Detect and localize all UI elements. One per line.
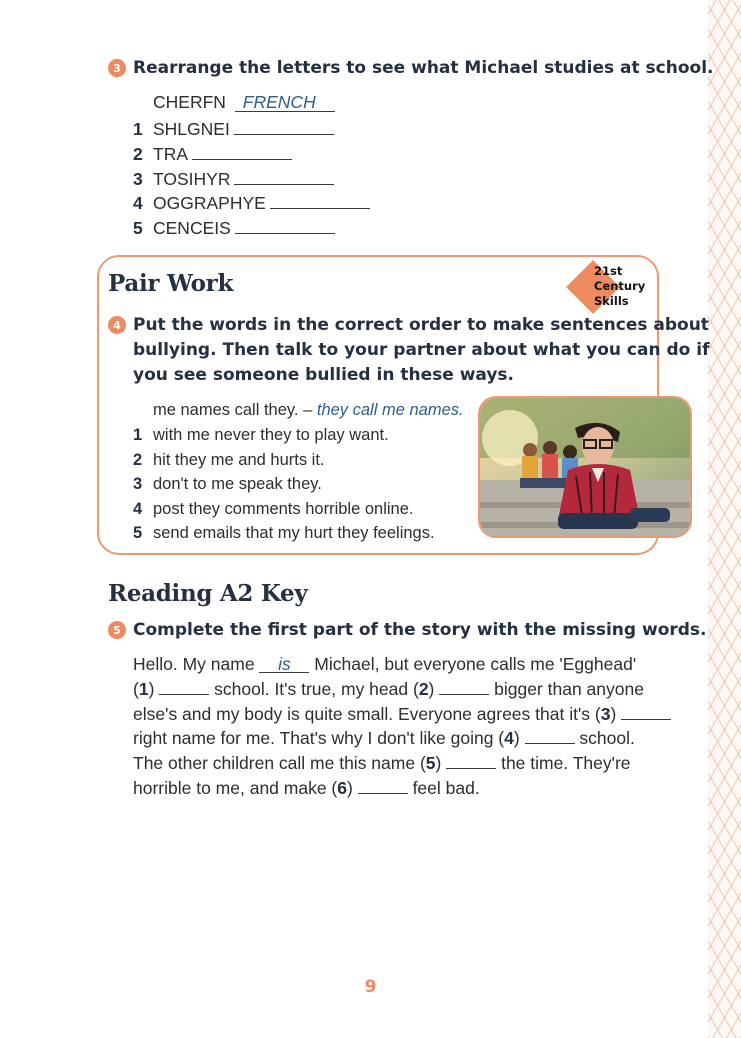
example-word: CHERFN (153, 92, 226, 112)
exercise-5-badge: 5 (108, 621, 126, 639)
answer-blank[interactable] (192, 145, 292, 160)
story-line: right name for me. That's why I don't like going (4) school. (133, 728, 635, 749)
answer-blank[interactable] (234, 120, 334, 135)
exercise-5-instruction: Complete the first part of the story with the missing words. (133, 620, 707, 640)
exercise-4-badge: 4 (108, 316, 126, 334)
example-answer: FRENCH (235, 93, 335, 112)
exercise-3-item: 5 CENCEIS (133, 216, 335, 240)
answer-gap[interactable] (358, 780, 408, 794)
exercise-4-item: 5 send emails that my hurt they feelings. (133, 524, 435, 542)
exercise-3-item: 1 SHLGNEI (133, 117, 334, 141)
answer-gap[interactable] (159, 681, 209, 695)
story-line: The other children call me this name (5) the time. They're (133, 753, 631, 774)
example-gap: is (259, 656, 309, 673)
answer-blank[interactable] (234, 170, 334, 185)
page-number: 9 (364, 977, 377, 997)
decorative-lattice-border (708, 0, 741, 1038)
story-line: Hello. My name is Michael, but everyone calls me 'Egghead' (133, 654, 637, 674)
answer-gap[interactable] (621, 706, 671, 720)
exercise-4-item: 4 post they comments horrible online. (133, 500, 414, 518)
story-line: horrible to me, and make (6) feel bad. (133, 777, 480, 798)
answer-gap[interactable] (446, 755, 496, 769)
exercise-3-badge: 3 (108, 59, 126, 77)
story-paragraph (133, 652, 673, 801)
answer-blank[interactable] (235, 219, 335, 234)
answer-gap[interactable] (439, 681, 489, 695)
exercise-4-item: 2 hit they me and hurts it. (133, 451, 325, 469)
photo-illustration (480, 398, 692, 538)
exercise-4-instruction: Put the words in the correct order to make sentences about bullying. Then talk to your partner about what you can do if you see someone bullied in these ways. (133, 315, 710, 385)
century-skills-tag: 21st Century Skills (570, 262, 650, 314)
exercise-4-item: 3 don't to me speak they. (133, 475, 322, 493)
exercise-4-example: me names call they. – they call me names. (153, 401, 464, 419)
answer-gap[interactable] (525, 730, 575, 744)
story-line: (1) school. It's true, my head (2) bigger than anyone (133, 678, 644, 699)
exercise-3-item: 3 TOSIHYR (133, 167, 334, 191)
exercise-3-item: 2 TRA (133, 142, 292, 166)
exercise-3-example (153, 90, 335, 114)
exercise-3-item: 4 OGGRAPHYE (133, 191, 370, 215)
answer-blank[interactable] (270, 194, 370, 209)
example-answer: they call me names. (316, 401, 464, 419)
bullying-photo (478, 396, 692, 538)
reading-title: Reading A2 Key (108, 580, 308, 607)
pair-work-title: Pair Work (108, 270, 234, 297)
story-line: else's and my body is quite small. Everyone agrees that it's (3) (133, 702, 673, 727)
exercise-4-item: 1 with me never they to play want. (133, 426, 389, 444)
exercise-3-instruction: Rearrange the letters to see what Michael studies at school. (133, 58, 714, 78)
